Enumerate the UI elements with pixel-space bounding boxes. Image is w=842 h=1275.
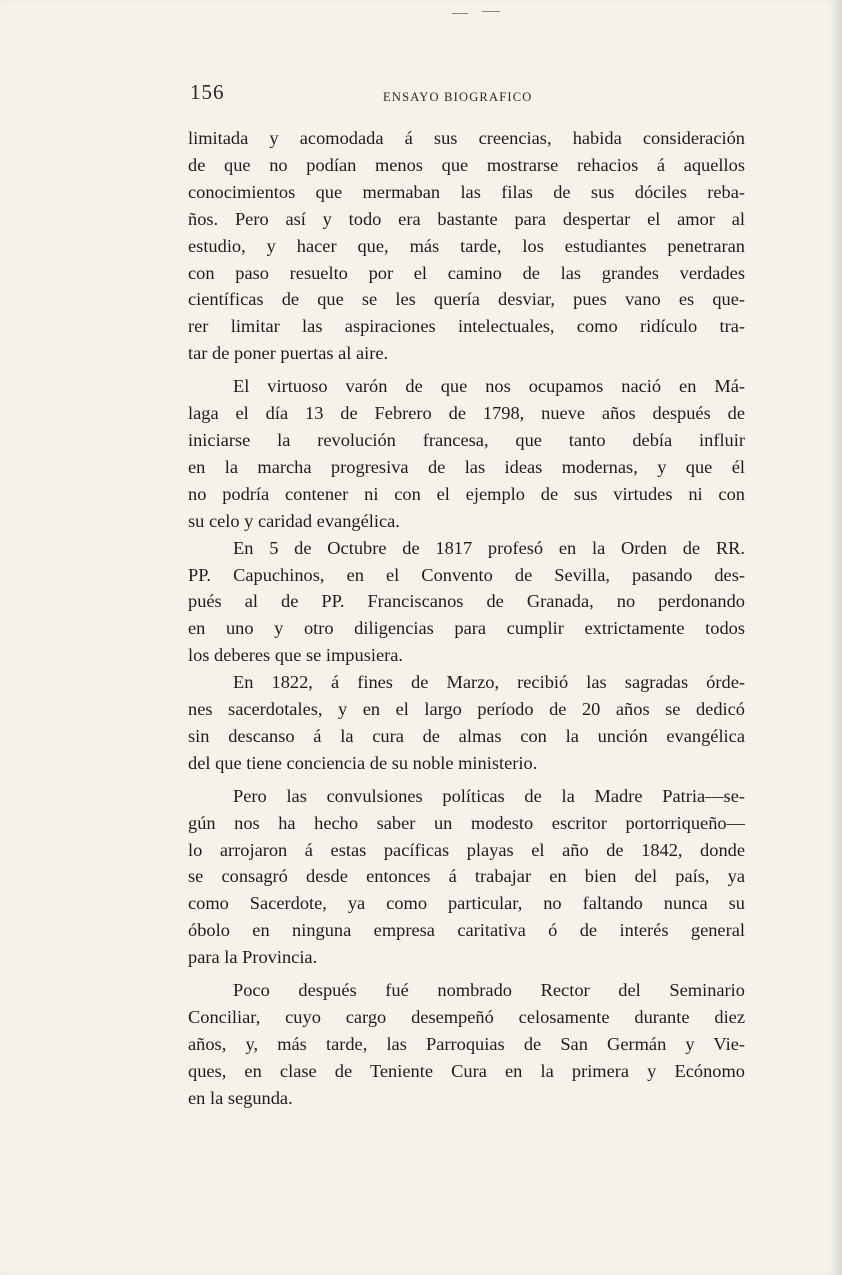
text-line: en la marcha progresiva de las ideas modernas, y que él <box>188 456 745 477</box>
text-line: En 5 de Octubre de 1817 profesó en la Orden de RR. <box>233 537 745 558</box>
text-line: conocimientos que mermaban las filas de sus dóciles reba- <box>188 181 745 202</box>
text-line: como Sacerdote, ya como particular, no faltando nunca su <box>188 893 745 914</box>
page-edge <box>836 0 842 1275</box>
text-line: nes sacerdotales, y en el largo período de 20 años se dedicó <box>188 699 745 720</box>
text-line: Poco después fué nombrado Rector del Seminario <box>233 980 745 1001</box>
text-line: años, y, más tarde, las Parroquias de San Germán y Vie- <box>188 1033 745 1054</box>
text-line: su celo y caridad evangélica. <box>188 510 400 531</box>
text-line: En 1822, á fines de Marzo, recibió las sagradas órde- <box>233 672 745 693</box>
text-line: laga el día 13 de Febrero de 1798, nueve años después de <box>188 403 745 424</box>
page-number: 156 <box>190 80 225 104</box>
text-line: rer limitar las aspiraciones intelectuales, como ridículo tra- <box>188 316 745 337</box>
text-line: en la segunda. <box>188 1087 293 1108</box>
top-ornament <box>452 8 502 18</box>
paragraph <box>188 125 745 367</box>
ornament-dash <box>452 13 468 14</box>
text-line: se consagró desde entonces á trabajar en bien del país, ya <box>188 866 745 887</box>
text-line: PP. Capuchinos, en el Convento de Sevilla, pasando des- <box>188 564 745 585</box>
page-body <box>188 125 745 1112</box>
text-line: ques, en clase de Teniente Cura en la primera y Ecónomo <box>188 1060 745 1081</box>
text-line: tar de poner puertas al aire. <box>188 343 389 364</box>
text-line: Conciliar, cuyo cargo desempeñó celosamente durante diez <box>188 1007 745 1027</box>
text-line: Pero las convulsiones políticas de la Madre Patria—se- <box>233 785 745 806</box>
text-line: sin descanso á la cura de almas con la unción evangélica <box>188 725 745 746</box>
text-line: para la Provincia. <box>188 947 318 968</box>
text-line: ños. Pero así y todo era bastante para despertar el amor al <box>188 208 745 229</box>
text-line: gún nos ha hecho saber un modesto escritor portorriqueño— <box>188 812 745 833</box>
text-line: con paso resuelto por el camino de las grandes verdades <box>188 262 745 283</box>
running-head: ENSAYO BIOGRAFICO <box>383 90 533 104</box>
text-line: del que tiene conciencia de su noble ministerio. <box>188 752 538 773</box>
page-header <box>188 80 746 110</box>
paragraph <box>188 977 745 1112</box>
text-line: los deberes que se impusiera. <box>188 645 404 666</box>
text-line: limitada y acomodada á sus creencias, habida consideración <box>188 128 745 148</box>
paragraph <box>188 535 745 670</box>
text-line: lo arrojaron á estas pacíficas playas el año de 1842, donde <box>188 839 745 860</box>
paragraph <box>188 783 745 971</box>
text-line: científicas de que se les quería desviar, pues vano es que- <box>188 289 745 310</box>
text-line: pués al de PP. Franciscanos de Granada, no perdonando <box>188 591 745 612</box>
text-line: El virtuoso varón de que nos ocupamos nació en Má- <box>233 376 745 397</box>
paragraph <box>188 669 745 777</box>
text-line: estudio, y hacer que, más tarde, los estudiantes penetraran <box>188 235 745 256</box>
ornament-dash <box>482 11 500 12</box>
text-line: en uno y otro diligencias para cumplir extrictamente todos <box>188 618 745 639</box>
text-line: óbolo en ninguna empresa caritativa ó de interés general <box>188 920 745 941</box>
text-line: no podría contener ni con el ejemplo de sus virtudes ni con <box>188 483 745 504</box>
text-line: de que no podían menos que mostrarse rehacios á aquellos <box>188 154 745 175</box>
paragraph <box>188 373 745 534</box>
text-line: iniciarse la revolución francesa, que tanto debía influir <box>188 429 745 450</box>
